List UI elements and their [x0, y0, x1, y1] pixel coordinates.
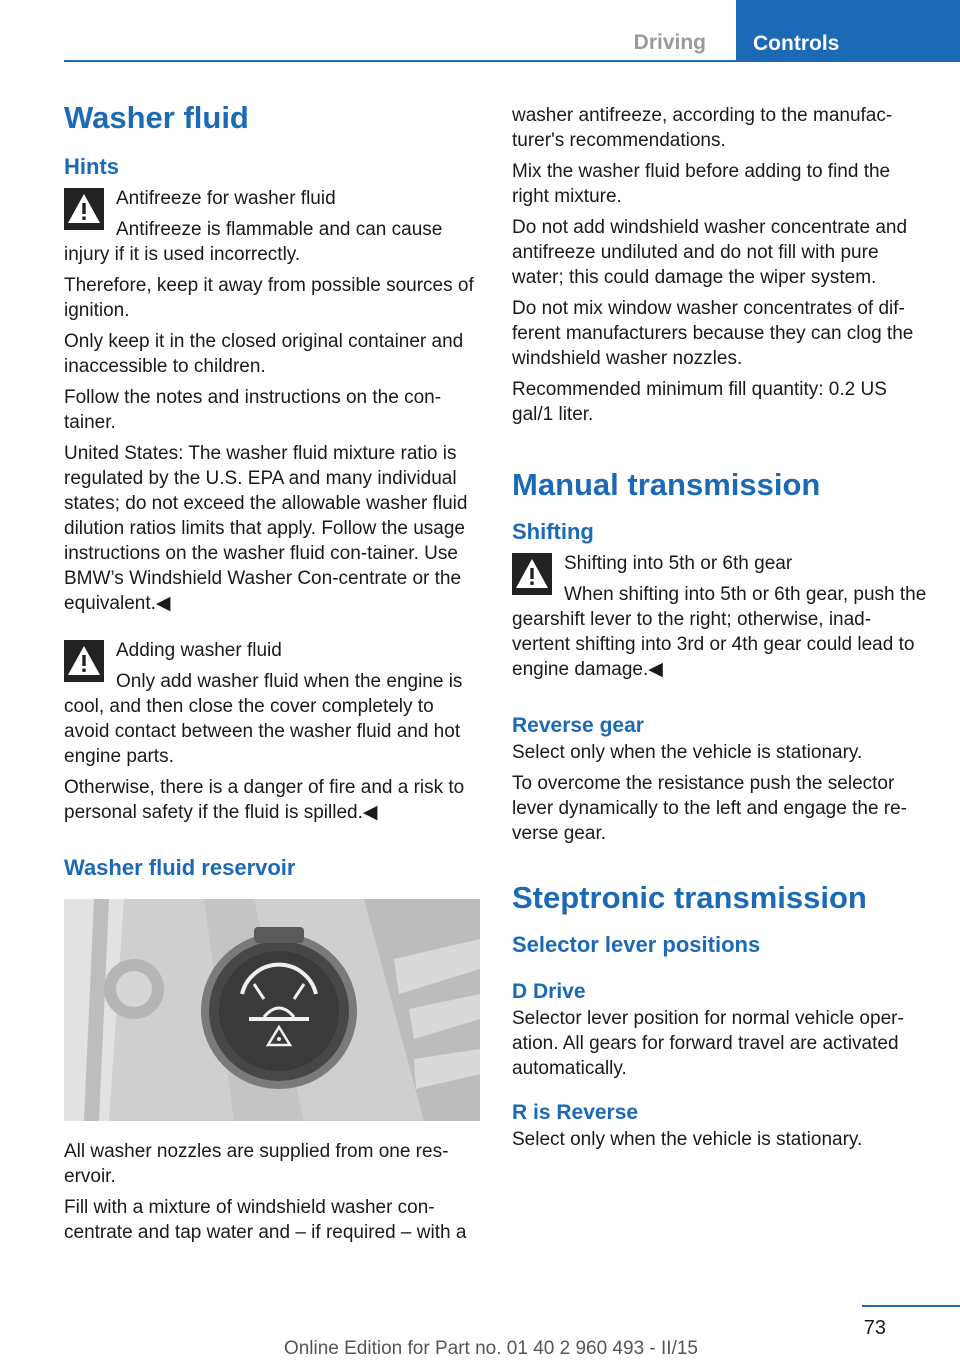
paragraph: United States: The washer fluid mixture ratio is regulated by the U.S. EPA and many individual states; do not exceed the allowable washer fluid dilution ratios limits that apply. Follow the usage instructions on the washer fluid con‐tainer. Use BMW’s Windshield Washer Con‐centrate or the equivalent.◀ — [64, 443, 468, 614]
warning-title: Antifreeze for washer fluid — [116, 188, 336, 209]
header-chapter-tab: Controls — [736, 0, 960, 62]
section-title-manual-transmission: Manual transmission — [512, 467, 821, 502]
subheading-hints: Hints — [64, 154, 119, 179]
warning-adding-fluid — [64, 638, 480, 775]
paragraph: Mix the washer fluid before adding to find the right mixture. — [512, 161, 891, 207]
subheading-washer-reservoir: Washer fluid reservoir — [64, 855, 296, 880]
left-column — [64, 96, 480, 1251]
paragraph: Selector lever position for normal vehicle oper‐ation. All gears for forward travel are activated automatically. — [512, 1008, 904, 1079]
header-rule — [64, 60, 960, 62]
paragraph: Do not add windshield washer concentrate and antifreeze undiluted and do not fill with pure water; this could damage the wiper system. — [512, 217, 908, 288]
warning-icon — [64, 640, 104, 682]
paragraph: To overcome the resistance push the selector lever dynamically to the left and engage the re‐verse gear. — [512, 773, 908, 844]
footer-edition: Online Edition for Part no. 01 40 2 960 493 - II/15 — [283, 1338, 698, 1359]
washer-reservoir-photo — [64, 899, 480, 1121]
warning-title: Shifting into 5th or 6th gear — [564, 553, 793, 574]
paragraph: Follow the notes and instructions on the con‐tainer. — [64, 387, 442, 433]
subheading-selector-positions: Selector lever positions — [512, 932, 761, 957]
paragraph: Only add washer fluid when the engine is cool, and then close the cover completely to avoid contact between the washer fluid and hot engine parts. — [64, 671, 463, 767]
section-title-washer-fluid: Washer fluid — [64, 100, 249, 135]
paragraph: Do not mix window washer concentrates of dif‐ferent manufacturers because they can clog the windshield washer nozzles. — [512, 298, 914, 369]
subheading-d-drive: D Drive — [512, 980, 586, 1003]
section-title-steptronic: Steptronic transmission — [512, 880, 867, 915]
paragraph: All washer nozzles are supplied from one res‐ervoir. — [64, 1141, 449, 1187]
paragraph: Antifreeze is flammable and can cause injury if it is used incorrectly. — [64, 219, 443, 265]
paragraph: Otherwise, there is a danger of fire and a risk to personal safety if the fluid is spilled.◀ — [64, 777, 465, 823]
page-number: 73 — [863, 1317, 886, 1339]
subheading-reverse-gear: Reverse gear — [512, 714, 644, 737]
paragraph: Therefore, keep it away from possible sources of ignition. — [64, 275, 474, 321]
paragraph: Select only when the vehicle is stationary. — [512, 1129, 863, 1150]
subheading-r-reverse: R is Reverse — [512, 1101, 639, 1124]
right-column — [512, 103, 928, 1158]
paragraph: Select only when the vehicle is stationary. — [512, 742, 863, 763]
paragraph: When shifting into 5th or 6th gear, push the gearshift lever to the right; otherwise, inad‐vertent shifting into 3rd or 4th gear could lead to engine damage.◀ — [512, 584, 927, 680]
warning-shifting — [512, 551, 928, 688]
warning-icon — [512, 553, 552, 595]
paragraph: Recommended minimum fill quantity: 0.2 US gal/1 liter. — [512, 379, 887, 425]
header-section-tab: Driving — [633, 31, 706, 54]
warning-icon — [64, 188, 104, 230]
footer-rule — [862, 1305, 960, 1307]
paragraph: Fill with a mixture of windshield washer con‐centrate and tap water and – if required – with a — [64, 1197, 467, 1243]
subheading-shifting: Shifting — [512, 519, 594, 544]
warning-title: Adding washer fluid — [116, 640, 282, 661]
paragraph: Only keep it in the closed original container and inaccessible to children. — [64, 331, 464, 377]
warning-antifreeze — [64, 186, 480, 273]
paragraph: washer antifreeze, according to the manufac‐turer's recommendations. — [512, 105, 893, 151]
